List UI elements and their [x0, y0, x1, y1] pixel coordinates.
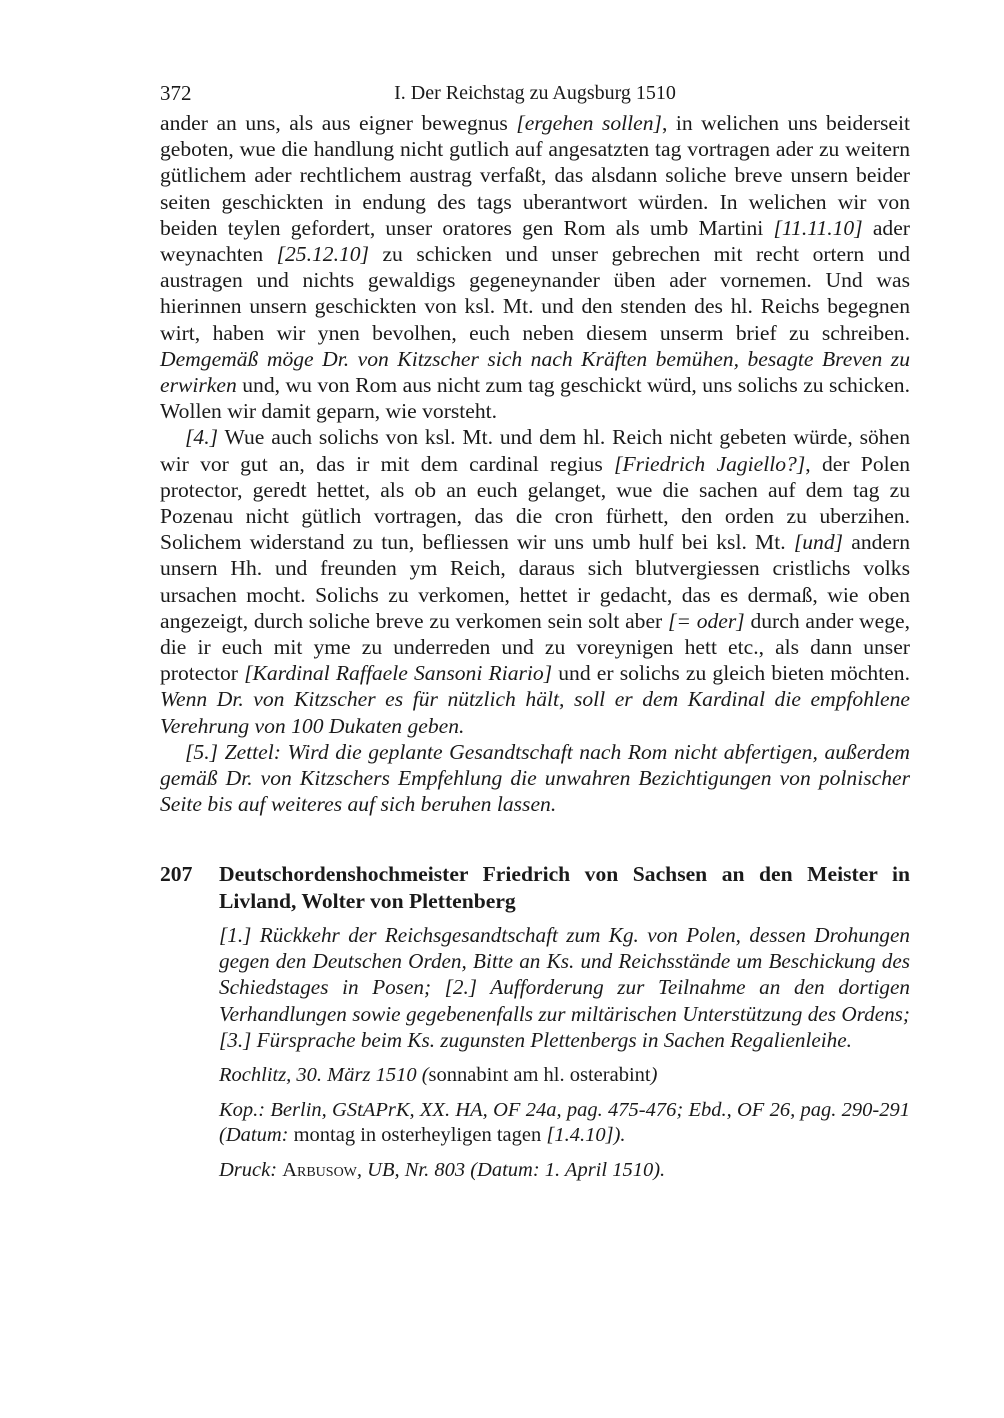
- paragraph-continuation: [160, 110, 910, 424]
- text-run: andern unsern Hh. und freunden ym Reich, daraus sich blutvergiessen cristlichs volks ursachen mocht. Solichs zu verkomen, hettet ir gedacht, das es dermaß, wie oben angezeigt, durch soliche breve zu verkomen sein solt aber: [160, 530, 910, 633]
- document-date: [219, 1063, 910, 1088]
- editorial-date: [11.11.10]: [773, 215, 863, 240]
- running-head: [160, 76, 910, 110]
- document-title: Deutschordenshochmeister Friedrich von Sachsen an den Meister in Livland, Wolter von Plettenberg: [219, 862, 910, 913]
- document-regest: [1.] Rückkehr der Reichsgesandtschaft zum Kg. von Polen, dessen Drohungen gegen den Deutschen Orden, Bitte an Ks. und Reichsstände um Beschickung des Schiedstages in Posen; [2.] Aufforderung zur Teilnahme an den dortigen Verhandlungen sowie gegebenenfalls zur miltärischen Unterstützung des Ordens; [3.] Fürsprache beim Ks. zugunsten Plettenbergs in Sachen Regalienleihe.: [219, 922, 910, 1052]
- date-place: Rochlitz, 30. März 1510 (: [219, 1063, 429, 1086]
- editorial-date: [25.12.10]: [276, 242, 369, 267]
- copy-quote: montag in osterheyligen tagen: [293, 1123, 542, 1146]
- editorial-summary: Demgemäß möge Dr. von Kitzscher sich nach Kräften bemühen, besagte Breven zu erwirken: [160, 346, 910, 398]
- paragraph-5: [160, 739, 910, 818]
- paragraph-4: [160, 424, 910, 738]
- document-entry: [160, 861, 910, 1182]
- page-number: 372: [160, 81, 192, 105]
- document-print-note: [219, 1158, 910, 1183]
- print-label: Druck:: [219, 1158, 283, 1181]
- text-run: und er solichs zu gleich bieten möchten.: [552, 661, 911, 686]
- date-quote: sonnabint am hl. osterabint: [428, 1063, 651, 1086]
- page: [160, 76, 910, 1183]
- editorial-insertion: [Kardinal Raffaele Sansoni Riario]: [244, 661, 553, 686]
- print-author: Arbusow: [282, 1158, 357, 1181]
- text-run: durch ander wege, die ir euch mit yme zu underreden und zu voreynigen hett etc., als dann unser protector: [160, 608, 911, 686]
- editorial-summary: [5.] Zettel: Wird die geplante Gesandtschaft nach Rom nicht abfertigen, außerdem gemäß Dr. von Kitzschers Empfehlung die unwahren Bezichtigungen von polnischer Seite bis auf weiteres auf sich beruhen lassen.: [160, 739, 910, 817]
- editorial-insertion: [= oder]: [667, 608, 745, 633]
- text-run: Wue auch solichs von ksl. Mt. und dem hl. Reich nicht gebeten würde, söhen wir vor gut an, das ir mit dem cardinal regius: [160, 425, 910, 476]
- text-run: , in welichen uns beiderseit geboten, wue die handlung nicht gutlich auf angesatzten tag vortragen ader zu weitern gütlichem ader rechtlichem austrag verfaßt, das alsdann soliche breve unsern beider seiten geschickten in endung des tags uberantwort würden. In welichen wir von beiden teylen gefordert, unser oratores gen Rom als umb Martini: [160, 111, 910, 240]
- section-marker: [4.]: [185, 425, 219, 450]
- copy-date: [1.4.10]).: [541, 1123, 626, 1146]
- editorial-insertion: [und]: [793, 530, 844, 555]
- text-run: und, wu von Rom aus nicht zum tag geschickt würd, uns solichs zu schicken. Wollen wir damit geparn, wie vorsteht.: [160, 373, 910, 424]
- editorial-insertion: [Friedrich Jagiello?]: [614, 451, 806, 476]
- text-run: zu schicken und unser gebrechen mit recht ortern und austragen und nichts gewaldigs gegeneynander üben ader vornemen. Und was hierinnen unsern geschickten von ksl. Mt. und den stenden des hl. Reichs begegnen wirt, haben wir ynen bevolhen, euch neben diesem unserm brief zu schreiben.: [160, 242, 910, 345]
- date-close: ): [650, 1063, 658, 1086]
- text-run: ander an uns, als aus eigner bewegnus: [160, 111, 517, 135]
- document-body: [219, 861, 910, 1182]
- text-run: ader weynachten: [160, 215, 910, 267]
- document-number: 207: [160, 862, 193, 887]
- editorial-insertion: [ergehen sollen]: [516, 111, 662, 135]
- editorial-summary: Wenn Dr. von Kitzscher es für nützlich hält, soll er dem Kardinal die empfohlene Verehrung von 100 Dukaten geben.: [160, 687, 910, 738]
- running-title: I. Der Reichstag zu Augsburg 1510: [394, 82, 676, 104]
- body-text: [160, 110, 910, 817]
- print-reference: , UB, Nr. 803 (Datum: 1. April 1510).: [356, 1158, 666, 1181]
- text-run: , der Polen protector, geredt hettet, als ob an euch gelanget, wue die sachen auf dem tag zu Pozenau nicht gütlich vortragen, das die cron fürhett, den orden zu uberzihen. Solichem widerstand zu tun, befliessen wir uns umb hulf bei ksl. Mt.: [160, 451, 910, 555]
- document-copy-note: [219, 1098, 910, 1148]
- copy-source: Kop.: Berlin, GStAPrK, XX. HA, OF 24a, pag. 475-476; Ebd., OF 26, pag. 290-291 (Datum:: [219, 1098, 910, 1146]
